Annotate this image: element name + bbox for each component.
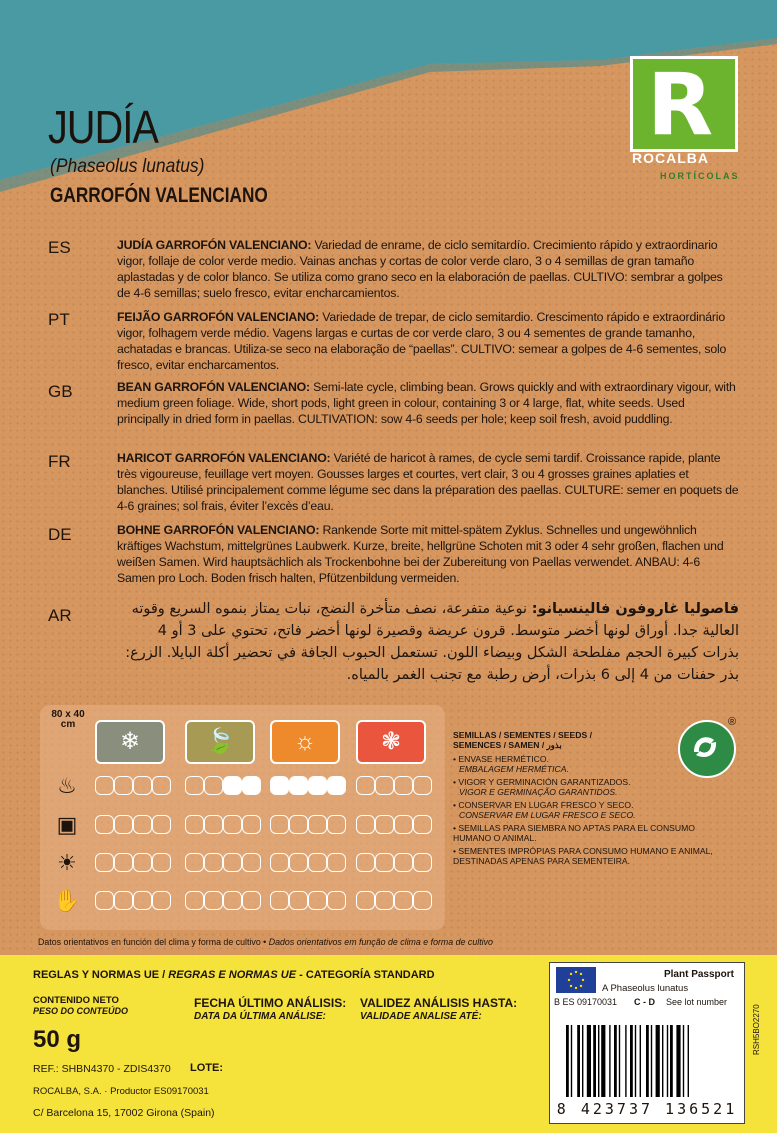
- calendar-cell: [95, 815, 114, 834]
- description-ar: فاصوليا غاروفون فالينسيانو: نوعية متفرعة، نصف متأخرة النضج، نبات يمتاز بنموه السريع وقوته العالية جدا. أوراق لونها أخضر متوسط. قرون عريضة وقصيرة لونها أخضر فاتح، تحتوي على 3 أو 4 بذرات كبيرة الحجم مفلطحة الشكل وبيضاء اللون. تستعمل الحبوب الجافة في تحضير أكلة البايلا. الزرع: بذر حفنات من 4 إلى 6 بذرات، أرض رطبة مع تجنب الغمر بالمياه.: [125, 601, 739, 683]
- calendar-cell: [152, 891, 171, 910]
- calendar-cell: [356, 815, 375, 834]
- reference: REF.: SHBN4370 - ZDIS4370: [33, 1063, 171, 1075]
- calendar-cell: [114, 776, 133, 795]
- seeds-info: SEMILLAS / SEMENTES / SEEDS / SEMENCES / SAMEN / بذور • ENVASE HERMÉTICO. EMBALAGEM HERMÉTICA. • VIGOR Y GERMINACIÓN GARANTIZADOS. VIGOR E GERMINAÇÃO GARANTIDOS. • CONSERVAR EN LUGAR FRESCO Y SECO. CONSERVAR EM LUGAR FRESCO E SECO. • SEMILLAS PARA SIEMBRA NO APTAS PARA EL CONSUMO HUMANO O ANIMAL. • SEMENTES IMPRÓPIAS PARA CONSUMO HUMANO E ANIMAL, DESTINADAS APENAS PARA SEMENTEIRA.: [453, 730, 723, 869]
- description-gb: BEAN GARROFÓN VALENCIANO: Semi-late cycle, climbing bean. Grows quickly and with extraordinary vigour, with medium green foliage. Wide, short pods, light green in colour, containing 3 or 4 large, flat, white seeds. Used principally in dried form in paellas. CULTIVATION: sow 4-6 seeds per hole; keep soil fresh, avoid puddling.: [117, 380, 736, 426]
- calendar-cell: [242, 815, 261, 834]
- calendar-cell: [133, 815, 152, 834]
- net-weight: 50 g: [33, 1026, 82, 1053]
- calendar-cell: [413, 891, 432, 910]
- calendar-cell: [223, 776, 242, 795]
- description-de: BOHNE GARROFÓN VALENCIANO: Rankende Sorte mit mittel-spätem Zyklus. Schnelles und ungewöhnlich kräftiges Wachstum, mittelgrünes Laubwerk. Kurze, breite, hellgrüne Schoten mit 3 oder 4 sehr großen, flachen und weißen Samen. Wird hauptsächlich als Trockenbohne bei der Zubereitung von Paellas verwendet. ANBAU: 4-6 Samen pro Loch. Boden frisch halten, Pfützenbildung vermeiden.: [117, 523, 724, 585]
- calendar-cell: [242, 776, 261, 795]
- calendar-cell: [394, 815, 413, 834]
- calendar-cell: [114, 853, 133, 872]
- calendar-cell: [95, 891, 114, 910]
- barcode-icon: [564, 1025, 734, 1097]
- lang-gb: GB: [48, 382, 73, 401]
- calendar-cell: [375, 815, 394, 834]
- calendar-cell: [133, 891, 152, 910]
- calendar-cell: [204, 891, 223, 910]
- calendar-cell: [223, 891, 242, 910]
- calendar-cell: [95, 853, 114, 872]
- calendar-cell: [289, 891, 308, 910]
- seed-info-item: • SEMENTES IMPRÓPIAS PARA CONSUMO HUMANO E ANIMAL, DESTINADAS APENAS PARA SEMENTEIRA.: [453, 846, 713, 866]
- calendar-cell: [270, 815, 289, 834]
- brand-subtitle: HORTÍCOLAS: [660, 171, 740, 181]
- latin-name: (Phaseolus lunatus): [50, 156, 205, 177]
- calendar-cell: [356, 776, 375, 795]
- seed-info-item: • VIGOR Y GERMINACIÓN GARANTIZADOS. VIGOR E GERMINAÇÃO GARANTIDOS.: [453, 777, 631, 797]
- calendar-cell: [204, 776, 223, 795]
- calendar-cell: [152, 815, 171, 834]
- calendar-cell: [413, 853, 432, 872]
- description-es: JUDÍA GARROFÓN VALENCIANO: Variedad de enrame, de ciclo semitardío. Crecimiento rápido y extraordinario vigor, follaje de color verde medio. Vainas anchas y cortas de color verde claro, 3 o 4 semillas de gran tamaño aplastadas y de color blanco. Se utiliza como grano seco en la elaboración de paellas. CULTIVO: sembrar a golpes de 4-6 semillas; suelo fresco, evitar encharcamientos.: [117, 238, 723, 300]
- rocalba-r-logo-icon: R: [630, 56, 738, 152]
- calendar-cell: [152, 853, 171, 872]
- calendar-cell: [152, 776, 171, 795]
- calendar-cell: [308, 853, 327, 872]
- lang-fr: FR: [48, 452, 71, 471]
- sowing-icon: ♨: [57, 773, 77, 798]
- footnote: Datos orientativos en función del clima y forma de cultivo • Dados orientativos em função de clima e forma de cultivo: [38, 937, 493, 948]
- calendar-cell: [223, 815, 242, 834]
- leaf-icon: 🍃: [185, 720, 255, 764]
- calendar-cell: [308, 815, 327, 834]
- calendar-cell: [356, 891, 375, 910]
- passport-title: Plant Passport: [663, 969, 734, 980]
- calendar-cell: [204, 815, 223, 834]
- calendar-cell: [270, 776, 289, 795]
- calendar-cell: [133, 776, 152, 795]
- analysis-date-label-pt: DATA DA ÚLTIMA ANÁLISE:: [194, 1011, 326, 1022]
- calendar-cell: [223, 853, 242, 872]
- plant-spacing: 80 x 40 cm: [51, 709, 85, 730]
- analysis-date-label: FECHA ÚLTIMO ANÁLISIS:: [194, 996, 347, 1010]
- calendar-cell: [375, 853, 394, 872]
- calendar-cell: [185, 891, 204, 910]
- calendar-cell: [308, 776, 327, 795]
- calendar-cell: [327, 891, 346, 910]
- seedbed-icon: ▣: [56, 812, 78, 837]
- barcode-number: 8 423737 136521: [556, 1100, 738, 1118]
- validity-label-pt: VALIDADE ANALISE ATÉ:: [360, 1011, 482, 1022]
- calendar-cell: [327, 776, 346, 795]
- calendar-cell: [394, 776, 413, 795]
- snowflake-icon: ❄: [95, 720, 165, 764]
- calendar-cell: [204, 853, 223, 872]
- lang-pt: PT: [48, 310, 70, 329]
- passport-b: B ES 09170031: [554, 997, 618, 1007]
- passport-d: See lot number: [666, 997, 728, 1007]
- brand-logo: [630, 56, 738, 188]
- calendar-cell: [185, 815, 204, 834]
- calendar-cell: [289, 776, 308, 795]
- maple-leaf-icon: ❃: [356, 720, 426, 764]
- calendar-cell: [327, 853, 346, 872]
- calendar-cell: [185, 776, 204, 795]
- harvest-icon: ✋: [53, 888, 81, 913]
- lang-es: ES: [48, 238, 71, 257]
- passport-a: A Phaseolus lunatus: [602, 983, 689, 994]
- sun-icon: ☼: [270, 720, 340, 764]
- calendar-cell: [327, 815, 346, 834]
- producer: ROCALBA, S.A. · Productor ES09170031: [33, 1086, 209, 1097]
- lot-label: LOTE:: [190, 1062, 223, 1074]
- vertical-code: RSH5BO2270: [752, 1004, 761, 1055]
- calendar-cell: [133, 853, 152, 872]
- page-title: JUDÍA: [48, 101, 158, 153]
- address: C/ Barcelona 15, 17002 Girona (Spain): [33, 1107, 215, 1119]
- variety-name: GARROFÓN VALENCIANO: [50, 184, 268, 207]
- calendar-cell: [270, 891, 289, 910]
- description-pt: FEIJÃO GARROFÓN VALENCIANO: Variedade de trepar, de ciclo semitardio. Crescimento rápido e extraordinário vigor, folhagem verde médio. Vagens largas e curtas de cor verde claro, 3 ou 4 sementes de grande tamanho, achatadas e brancas. Utiliza-se seco na elaboração de “paellas”. CULTIVO: semear a golpes de 4-6 sementes, solo fresco, evitar encharcamentos.: [117, 310, 727, 372]
- net-content-label-pt: PESO DO CONTEÚDO: [33, 1006, 129, 1016]
- calendar-cell: [289, 815, 308, 834]
- eu-flag-icon: [556, 967, 596, 993]
- calendar-cell: [394, 891, 413, 910]
- calendar-cell: [95, 776, 114, 795]
- calendar-cell: [114, 891, 133, 910]
- calendar-cell: [289, 853, 308, 872]
- description-fr: HARICOT GARROFÓN VALENCIANO: Variété de haricot à rames, de cycle semi tardif. Croissance rapide, plante très vigoureuse, feuillage vert moyen. Gousses larges et courtes, vert clair, 3 ou 4 grosses graines aplaties et blanches. Utilisé principalement comme légume sec dans la préparation des paellas. CULTURE: semer en poquets de 4-6 graines; sol frais, éviter l’excès d’eau.: [117, 451, 739, 513]
- calendar-cell: [270, 853, 289, 872]
- registered-mark: ®: [728, 716, 737, 728]
- calendar-cell: [185, 853, 204, 872]
- transplant-icon: ☀: [57, 850, 77, 875]
- lang-ar: AR: [48, 606, 72, 625]
- calendar-cell: [413, 776, 432, 795]
- seed-info-item: • CONSERVAR EN LUGAR FRESCO Y SECO. CONSERVAR EM LUGAR FRESCO E SECO.: [453, 800, 636, 820]
- calendar-cell: [394, 853, 413, 872]
- calendar-cell: [413, 815, 432, 834]
- calendar-cell: [242, 891, 261, 910]
- green-dot-icon: [678, 720, 736, 778]
- seed-info-item: • ENVASE HERMÉTICO. EMBALAGEM HERMÉTICA.: [453, 754, 569, 774]
- calendar-cell: [356, 853, 375, 872]
- validity-label: VALIDEZ ANÁLISIS HASTA:: [360, 996, 518, 1010]
- calendar-cell: [114, 815, 133, 834]
- calendar-cell: [242, 853, 261, 872]
- lang-de: DE: [48, 525, 72, 544]
- passport-c: C - D: [634, 997, 655, 1007]
- seed-info-item: • SEMILLAS PARA SIEMBRA NO APTAS PARA EL CONSUMO HUMANO O ANIMAL.: [453, 823, 695, 843]
- rules-label: REGLAS Y NORMAS UE / REGRAS E NORMAS UE - CATEGORÍA STANDARD: [33, 969, 435, 981]
- calendar-cell: [308, 891, 327, 910]
- calendar-cell: [375, 776, 394, 795]
- plant-passport: [549, 962, 745, 1124]
- brand-name: ROCALBA: [632, 150, 709, 166]
- net-content-label: CONTENIDO NETO: [33, 995, 119, 1006]
- calendar-cell: [375, 891, 394, 910]
